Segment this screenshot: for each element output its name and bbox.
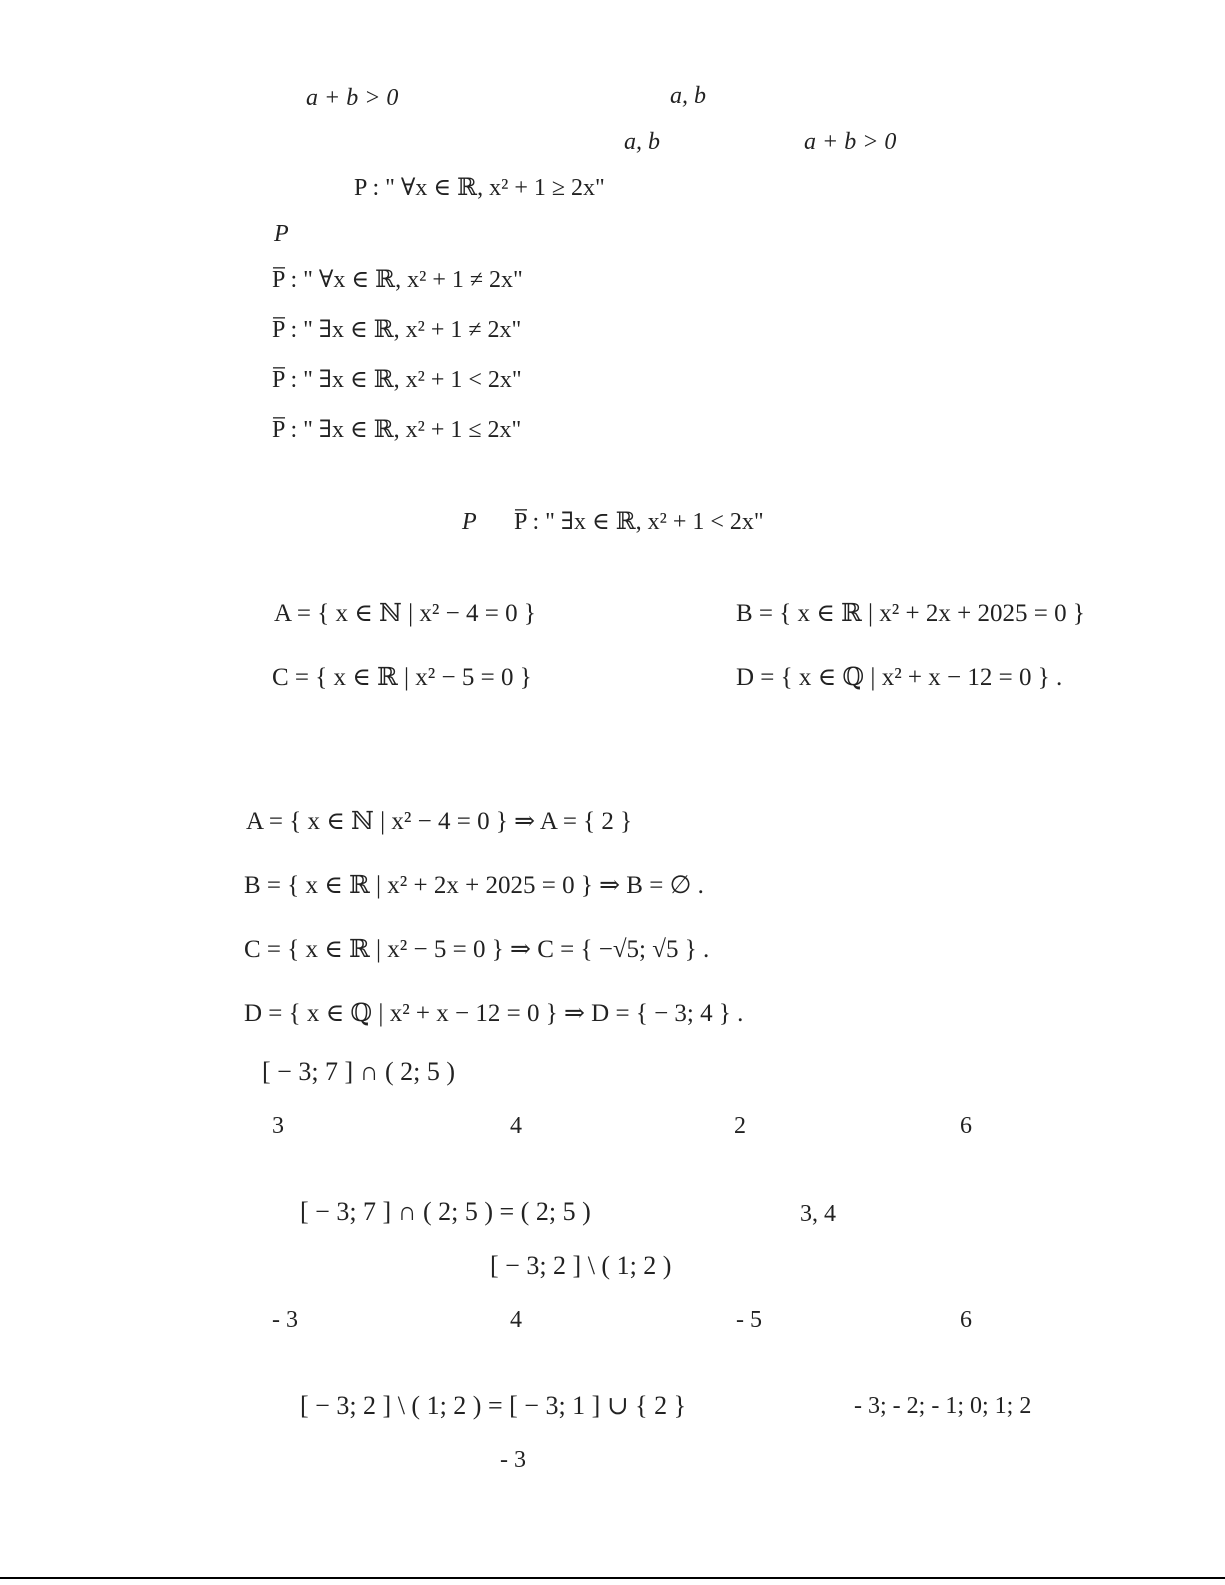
option-d: P̅ : " ∃x ∈ ℝ, x² + 1 ≤ 2x" bbox=[272, 417, 522, 443]
set-c: C = { x ∈ ℝ | x² − 5 = 0 } bbox=[272, 664, 532, 691]
solution-b: B = { x ∈ ℝ | x² + 2x + 2025 = 0 } ⇒ B = ∅ . bbox=[244, 872, 704, 899]
q4-solution: [ − 3; 2 ] \ ( 1; 2 ) = [ − 3; 1 ] ∪ { 2 } bbox=[300, 1391, 687, 1420]
q4-expression: [ − 3; 2 ] \ ( 1; 2 ) bbox=[490, 1251, 672, 1280]
option-b: P̅ : " ∃x ∈ ℝ, x² + 1 ≠ 2x" bbox=[272, 317, 522, 343]
q4-choice-c: - 5 bbox=[736, 1307, 762, 1333]
q3-choice-a: 3 bbox=[272, 1113, 284, 1139]
expr-a-plus-b: a + b > 0 bbox=[306, 85, 399, 111]
q4-choice-a: - 3 bbox=[272, 1307, 298, 1333]
q3-choice-c: 2 bbox=[734, 1113, 746, 1139]
solution-a: A = { x ∈ ℕ | x² − 4 = 0 } ⇒ A = { 2 } bbox=[246, 808, 633, 835]
expr-a-b: a, b bbox=[670, 83, 706, 109]
answer-p: P bbox=[462, 509, 477, 535]
q3-choice-b: 4 bbox=[510, 1113, 522, 1139]
solution-d: D = { x ∈ ℚ | x² + x − 12 = 0 } ⇒ D = { − 3; 4 } . bbox=[244, 1000, 744, 1027]
set-d: D = { x ∈ ℚ | x² + x − 12 = 0 } . bbox=[736, 664, 1063, 691]
solution-c: C = { x ∈ ℝ | x² − 5 = 0 } ⇒ C = { −√5; √5 } . bbox=[244, 936, 710, 963]
q3-choice-d: 6 bbox=[960, 1113, 972, 1139]
option-a: P̅ : " ∀x ∈ ℝ, x² + 1 ≠ 2x" bbox=[272, 267, 523, 293]
q3-solution: [ − 3; 7 ] ∩ ( 2; 5 ) = ( 2; 5 ) bbox=[300, 1197, 591, 1226]
set-b: B = { x ∈ ℝ | x² + 2x + 2025 = 0 } bbox=[736, 600, 1085, 627]
set-a: A = { x ∈ ℕ | x² − 4 = 0 } bbox=[274, 600, 536, 627]
proposition-p: P : " ∀x ∈ ℝ, x² + 1 ≥ 2x" bbox=[354, 175, 605, 201]
q4-choice-b: 4 bbox=[510, 1307, 522, 1333]
p-label: P bbox=[274, 221, 289, 247]
footer-divider bbox=[0, 1577, 1225, 1579]
q4-result: - 3; - 2; - 1; 0; 1; 2 bbox=[854, 1393, 1032, 1419]
expr-a-plus-b-2: a + b > 0 bbox=[804, 129, 897, 155]
expr-a-b-2: a, b bbox=[624, 129, 660, 155]
q4-final: - 3 bbox=[500, 1447, 526, 1473]
answer-negation: P̅ : " ∃x ∈ ℝ, x² + 1 < 2x" bbox=[514, 509, 764, 535]
q3-result: 3, 4 bbox=[800, 1201, 836, 1227]
q3-expression: [ − 3; 7 ] ∩ ( 2; 5 ) bbox=[262, 1057, 456, 1086]
option-c: P̅ : " ∃x ∈ ℝ, x² + 1 < 2x" bbox=[272, 367, 522, 393]
q4-choice-d: 6 bbox=[960, 1307, 972, 1333]
